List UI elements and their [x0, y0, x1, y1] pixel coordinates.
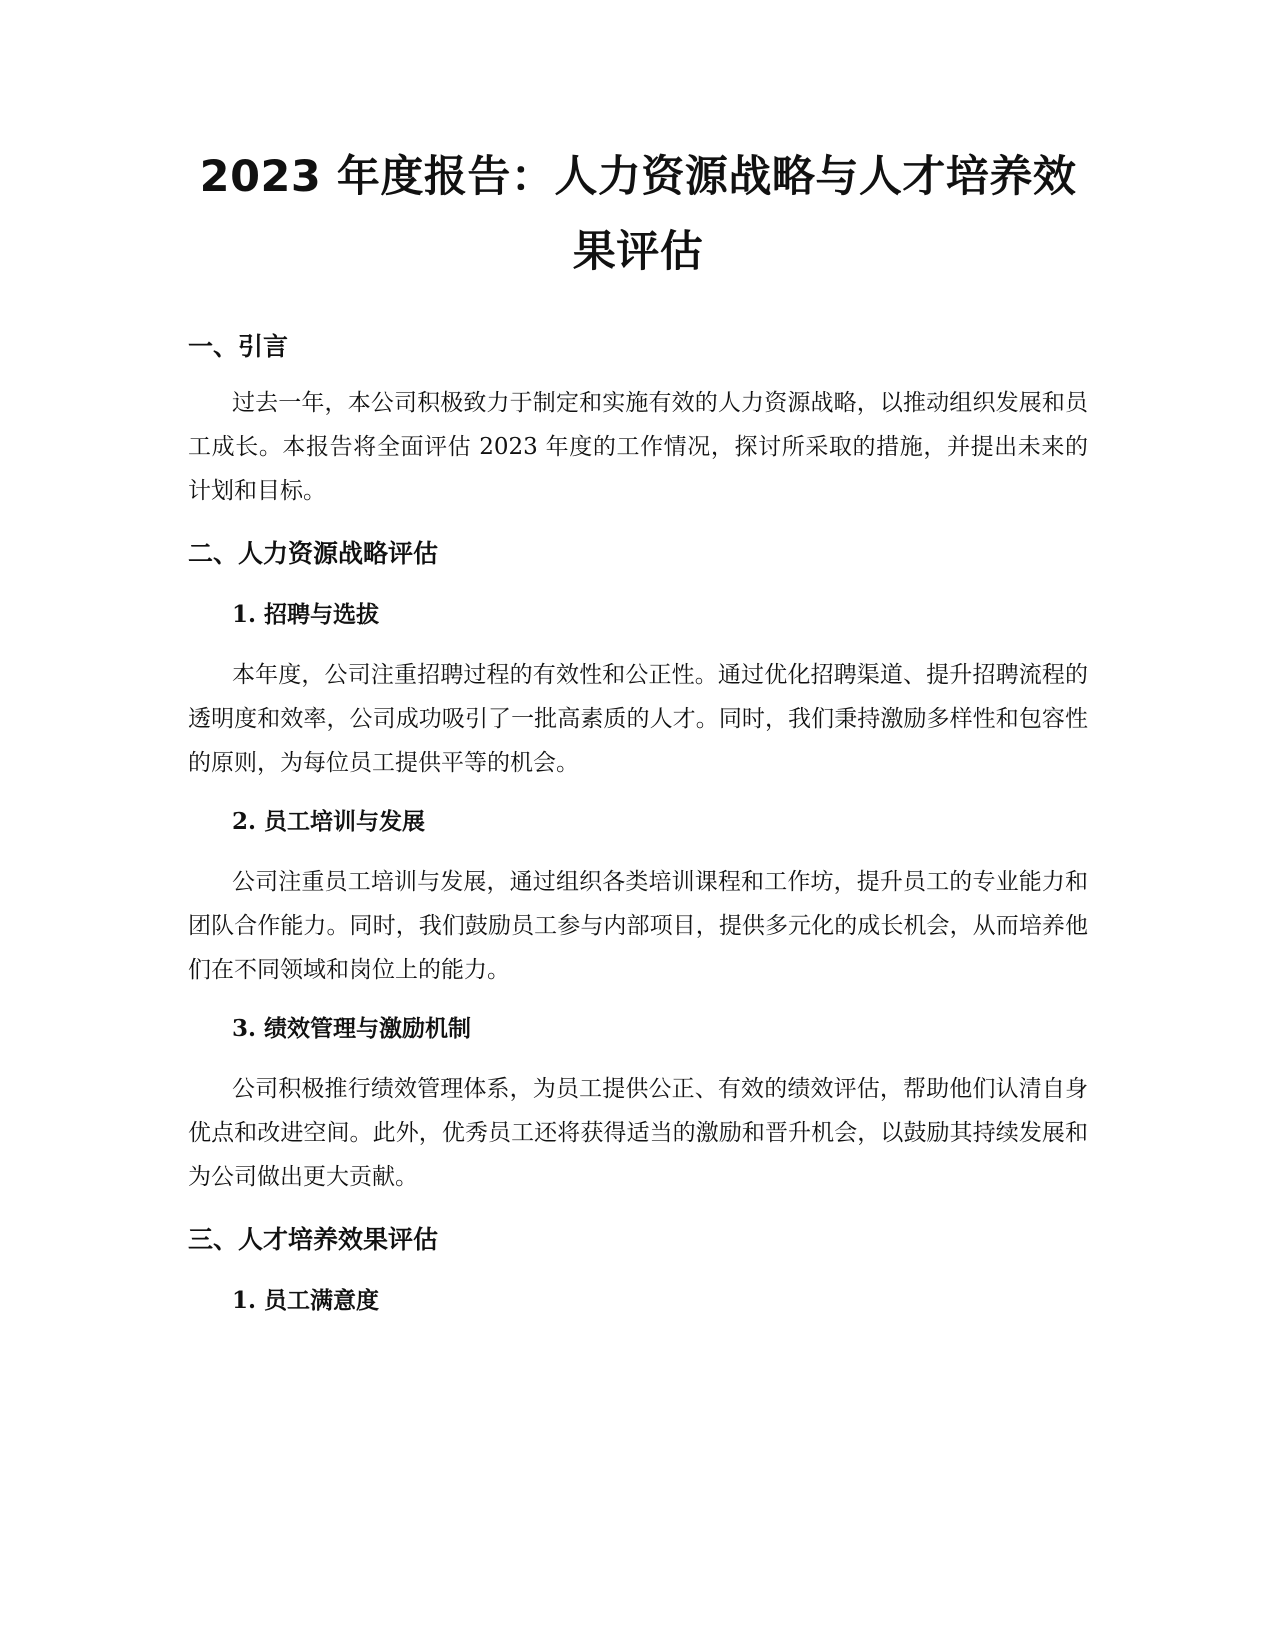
document-title-line-1: 2023 年度报告：人力资源战略与人才培养效: [199, 152, 1077, 202]
document-title: [188, 140, 1088, 290]
document-body: [188, 140, 1088, 1318]
subsection-heading-performance: 3. 绩效管理与激励机制: [232, 1015, 472, 1042]
training-paragraph: 公司注重员工培训与发展，通过组织各类培训课程和工作坊，提升员工的专业能力和团队合作能力。同时，我们鼓励员工参与内部项目，提供多元化的成长机会，从而培养他们在不同领域和岗位上的能力。: [188, 869, 1088, 983]
recruitment-paragraph: 本年度，公司注重招聘过程的有效性和公正性。通过优化招聘渠道、提升招聘流程的透明度和效率，公司成功吸引了一批高素质的人才。同时，我们秉持激励多样性和包容性的原则，为每位员工提供平等的机会。: [188, 662, 1088, 776]
section-heading-introduction: 一、引言: [188, 332, 289, 361]
subsection-heading-satisfaction: 1. 员工满意度: [232, 1287, 380, 1314]
section-heading-talent-development: 三、人才培养效果评估: [188, 1225, 439, 1254]
introduction-paragraph: 过去一年，本公司积极致力于制定和实施有效的人力资源战略，以推动组织发展和员工成长。本报告将全面评估 2023 年度的工作情况，探讨所采取的措施，并提出未来的计划和目标。: [188, 390, 1088, 504]
subsection-heading-recruitment: 1. 招聘与选拔: [232, 601, 380, 628]
document-title-line-2: 果评估: [572, 227, 704, 277]
subsection-heading-training: 2. 员工培训与发展: [232, 808, 426, 835]
performance-paragraph: 公司积极推行绩效管理体系，为员工提供公正、有效的绩效评估，帮助他们认清自身优点和改进空间。此外，优秀员工还将获得适当的激励和晋升机会，以鼓励其持续发展和为公司做出更大贡献。: [188, 1076, 1088, 1190]
section-heading-hr-strategy: 二、人力资源战略评估: [188, 539, 439, 568]
